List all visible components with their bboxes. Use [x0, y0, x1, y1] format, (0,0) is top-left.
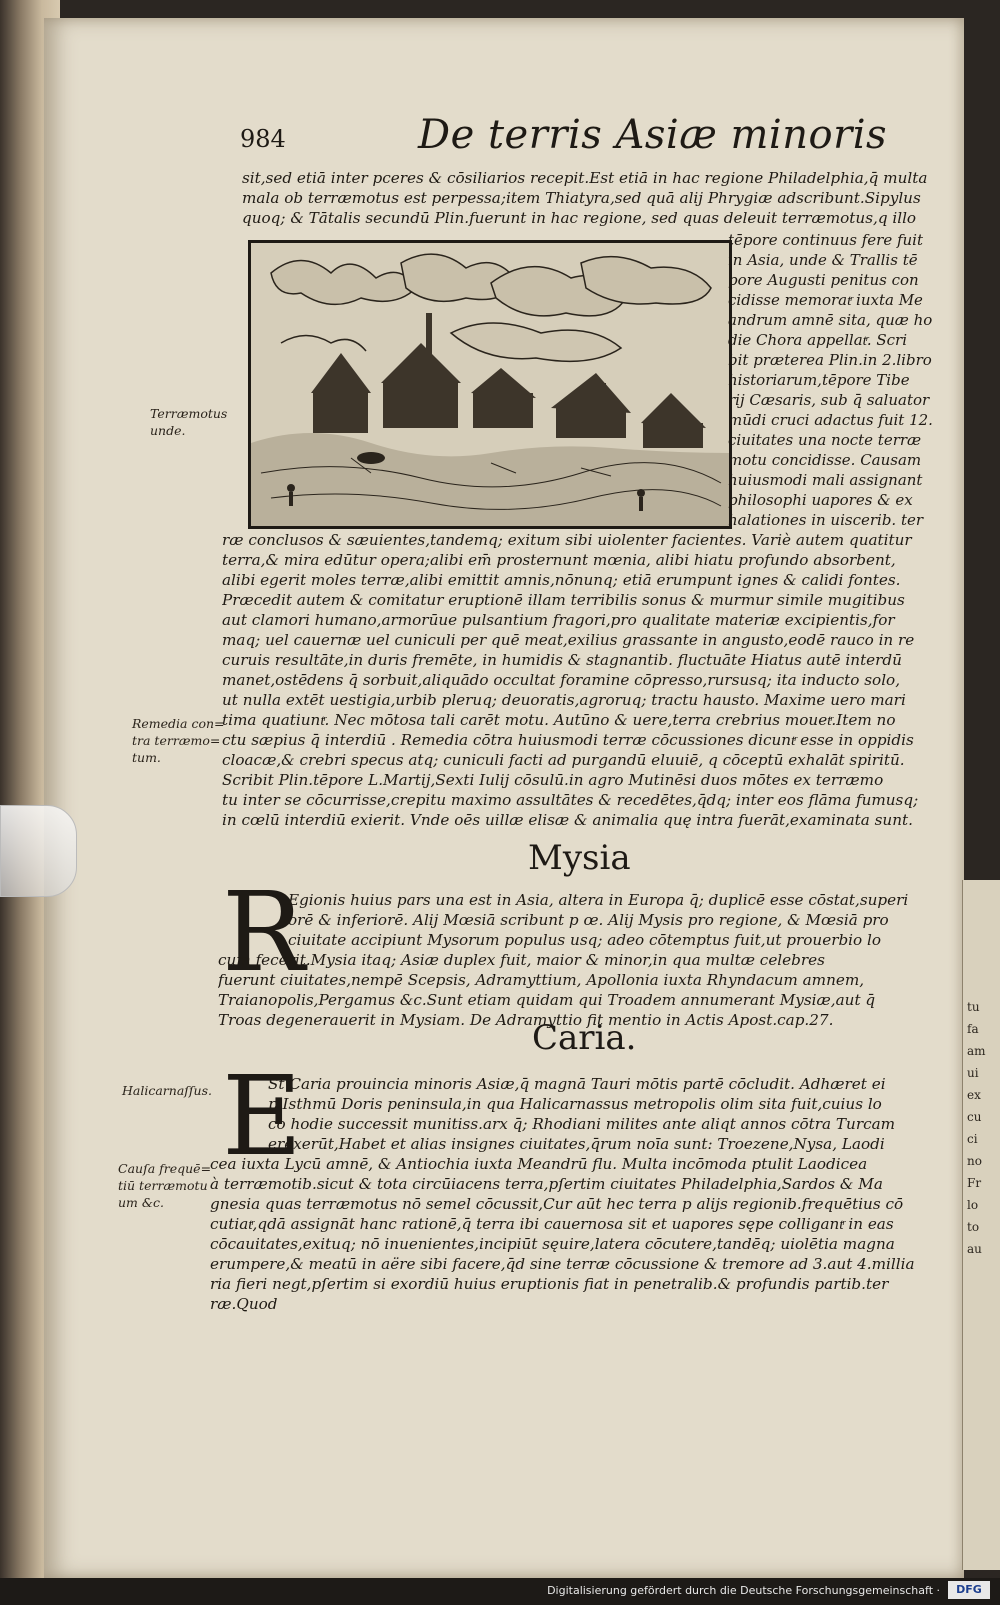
text-line: ut nulla extēt uestigia,urbib pleruq; deuoratis,agroruq; tractu hausto. Maxime uero mari	[222, 691, 906, 709]
text-line: erexerūt,Habet et alias insignes ciuitates,q̄rum noīa sunt: Troezene,Nysa, Laodi	[268, 1135, 885, 1153]
text-line: tum.	[132, 750, 161, 765]
earthquake-woodcut-illustration	[248, 240, 732, 529]
text-line: Troas degenerauerit in Mysiam. De Adramyttio fit mentio in Actis Apost.cap.27.	[218, 1011, 834, 1029]
text-block-main	[222, 530, 918, 830]
dfg-logo: DFG	[948, 1581, 990, 1599]
initial-letter-mysia: R	[222, 868, 305, 996]
text-line: halationes in uiscerib. ter	[728, 511, 924, 529]
text-line: Remedia con=	[132, 716, 225, 731]
text-line: manet,ostēdens q̄ sorbuit,aliquādo occultat foramine cōpresso,rursusq; ita inducto solo,	[222, 671, 901, 689]
text-line: um &c.	[118, 1195, 164, 1210]
text-block-mysia	[218, 890, 908, 1030]
running-title: De terris Asiæ minoris	[418, 112, 888, 158]
text-line: mūdi cruci adactus fuit 12.	[728, 411, 933, 429]
facing-page-edge	[962, 880, 1000, 1570]
facing-page-fragment: au	[967, 1242, 982, 1256]
margin-note-terraemotus	[150, 405, 227, 439]
text-line: cidisse memoratͬ iuxta Me	[728, 291, 923, 309]
facing-page-fragment: cu	[967, 1110, 982, 1124]
facing-page-fragment: am	[967, 1044, 986, 1058]
text-line: ræ conclusos & sæuientes,tandemq; exitum sibi uiolenter facientes. Variè autem quatitur	[222, 531, 912, 549]
text-line: tima quatiuntͬ. Nec mōtosa tali carēt motu. Autūno & uere,terra crebrius mouetͬ.Item no	[222, 711, 896, 729]
text-line: Cauſa frequē=	[118, 1161, 212, 1176]
text-line: bit præterea Plin.in 2.libro	[728, 351, 932, 369]
text-line: motu concidisse. Causam	[728, 451, 922, 469]
text-line: tra terræmo=	[132, 733, 221, 748]
text-line: tēpore continuus fere fuit	[728, 231, 923, 249]
page-clamp	[0, 805, 77, 897]
text-line: orē & inferiorē. Alij Mœsiā scribunt p œ. Alij Mysis pro regione, & Mœsiā pro	[288, 911, 889, 929]
text-line: tiū terræmotu	[118, 1178, 208, 1193]
text-line: cōcauitates,exituq; nō inuenientes,incipiūt sęuire,latera cōcutere,tandēq; uiolētia magna	[210, 1235, 895, 1253]
text-line: Præcedit autem & comitatur eruptionē illam terribilis sonus & murmur simile mugitibus	[222, 591, 905, 609]
text-block-right-of-illustration	[728, 230, 933, 530]
text-line: ciuitates una nocte terræ	[728, 431, 922, 449]
initial-letter-caria: E	[222, 1052, 303, 1180]
text-line: maq; uel cauernæ uel cuniculi per quē meat,exilius grassante in angusto,eodē rauco in re	[222, 631, 915, 649]
facing-page-fragment: fa	[967, 1022, 979, 1036]
text-line: St Caria prouincia minoris Asiæ,q̄ magnā Tauri mōtis partē cōcludit. Adhæret ei	[268, 1075, 886, 1093]
text-line: quoq; & Tātalis secundū Plin.fuerunt in hac regione, sed quas deleuit terræmotus,q illo	[242, 209, 917, 227]
text-line: unde.	[150, 423, 186, 438]
text-line: gnesia quas terræmotus nō semel cōcussit,Cur aūt hec terra p alijs regionib.frequētius cō	[210, 1195, 904, 1213]
text-line: Halicarnaſſus.	[122, 1083, 212, 1098]
text-line: Terræmotus	[150, 406, 228, 421]
text-block-caria	[210, 1074, 915, 1314]
text-line: cutiatͬ,qdā assignāt hanc rationē,q̄ terra ibi cauernosa sit et uapores sępe colligantͬ in eas	[210, 1215, 894, 1233]
text-line: ria fieri negt,pſertim si exordiū huius eruptionis fiat in penetralib.& profundis partib.ter	[210, 1275, 889, 1293]
text-line: in Asia, unde & Trallis tē	[728, 251, 918, 269]
margin-note-causa	[118, 1160, 211, 1211]
facing-page-fragment: to	[967, 1220, 980, 1234]
text-line: tu inter se cōcurrisse,crepitu maximo assultātes & recedētes,q̄dq; inter eos flāma fumusq;	[222, 791, 919, 809]
text-line: à terræmotib.sicut & tota circūiacens terra,pſertim ciuitates Philadelphia,Sardos & Ma	[210, 1175, 883, 1193]
text-line: philosophi uapores & ex	[728, 491, 913, 509]
text-line: ctu sæpius q̄ interdiū . Remedia cōtra huiusmodi terræ cōcussiones dicuntͬ esse in oppidis	[222, 731, 914, 749]
facing-page-fragment: Fr	[967, 1176, 982, 1190]
text-line: terra,& mira edūtur opera;alibi em̄ prosternunt mœnia, alibi hiatu profundo absorbent,	[222, 551, 896, 569]
text-line: in cœlū interdiū exierit. Vnde oēs uillæ elisæ & animalia quę intra fuerāt,examinata sunt.	[222, 811, 913, 829]
text-line: co hodie successit munitiss.arx q̄; Rhodiani milites ante aliqt annos cōtra Turcam	[268, 1115, 896, 1133]
text-line: aut clamori humano,armorūue pulsantium fragori,pro qualitate materiæ excipientis,for	[222, 611, 895, 629]
text-line: mala ob terræmotus est perpessa;item Thiatyra,sed quā alij Phrygiæ adscribunt.Sipylus	[242, 189, 921, 207]
text-line: sit,sed etiā inter pceres & cōsiliarios recepit.Est etiā in hac regione Philadelphia,q̄ multa	[242, 169, 928, 187]
facing-page-fragment: no	[967, 1154, 982, 1168]
text-line: andrum amnē sita, quæ ho	[728, 311, 933, 329]
section-heading-mysia: Mysia	[528, 838, 631, 878]
text-line: pore Augusti penitus con	[728, 271, 919, 289]
text-line: cea iuxta Lycū amnē, & Antiochia iuxta Meandrū flu. Multa incōmoda ptulit Laodicea	[210, 1155, 868, 1173]
text-line: huiusmodi mali assignant	[728, 471, 923, 489]
text-line: alibi egerit moles terræ,alibi emittit amnis,nōnunq; etiā erumpunt ignes & calidi fontes.	[222, 571, 901, 589]
facing-page-fragment: ui	[967, 1066, 979, 1080]
text-line: ciuitate accipiunt Mysorum populus usq; adeo cōtemptus fuit,ut prouerbio lo	[288, 931, 882, 949]
text-line: die Chora appellatͬ. Scri	[728, 331, 908, 349]
text-line: Traianopolis,Pergamus &c.Sunt etiam quidam qui Troadem annumerant Mysiæ,aut q̄	[218, 991, 876, 1009]
text-line: Egionis huius pars una est in Asia, altera in Europa q̄; duplicē esse cōstat,superi	[288, 891, 909, 909]
facing-page-fragment: tu	[967, 1000, 980, 1014]
margin-note-halicarnassus	[122, 1082, 212, 1099]
text-line: erumpere,& meatū in aëre sibi facere,q̄d sine terræ cōcussione & tremore ad 3.aut 4.millia	[210, 1255, 915, 1273]
text-line: cum fecerit.Mysia itaq; Asiæ duplex fuit, maior & minor,in qua multæ celebres	[218, 951, 825, 969]
facing-page-fragment: ci	[967, 1132, 978, 1146]
text-line: rij Cæsaris, sub q̄ saluator	[728, 391, 930, 409]
text-line: historiarum,tēpore Tibe	[728, 371, 910, 389]
text-line: curuis resultāte,in duris fremēte, in humidis & stagnantib. fluctuāte Hiatus autē interdū	[222, 651, 902, 669]
page-number: 984	[240, 125, 286, 153]
facing-page-fragment: ex	[967, 1088, 981, 1102]
text-line: cloacæ,& crebri specus atq; cuniculi facti ad purgandū eluuiē, q cōceptū exhalāt spiritū.	[222, 751, 905, 769]
text-line: Scribit Plin.tēpore L.Martij,Sexti Iulij cōsulū.in agro Mutinēsi duos mōtes ex terræmo	[222, 771, 884, 789]
margin-note-remedia	[132, 715, 225, 766]
facing-page-fragment: lo	[967, 1198, 979, 1212]
text-block-top	[242, 168, 927, 228]
text-line: ræ.Quod	[210, 1295, 278, 1313]
text-line: p Isthmū Doris peninsula,in qua Halicarnassus metropolis olim sita fuit,cuius lo	[268, 1095, 882, 1113]
section-heading-caria: Caria.	[532, 1018, 637, 1058]
footer-credit: Digitalisierung gefördert durch die Deutsche Forschungsgemeinschaft ·	[547, 1584, 940, 1597]
text-line: fuerunt ciuitates,nempē Scepsis, Adramyttium, Apollonia iuxta Rhyndacum amnem,	[218, 971, 865, 989]
